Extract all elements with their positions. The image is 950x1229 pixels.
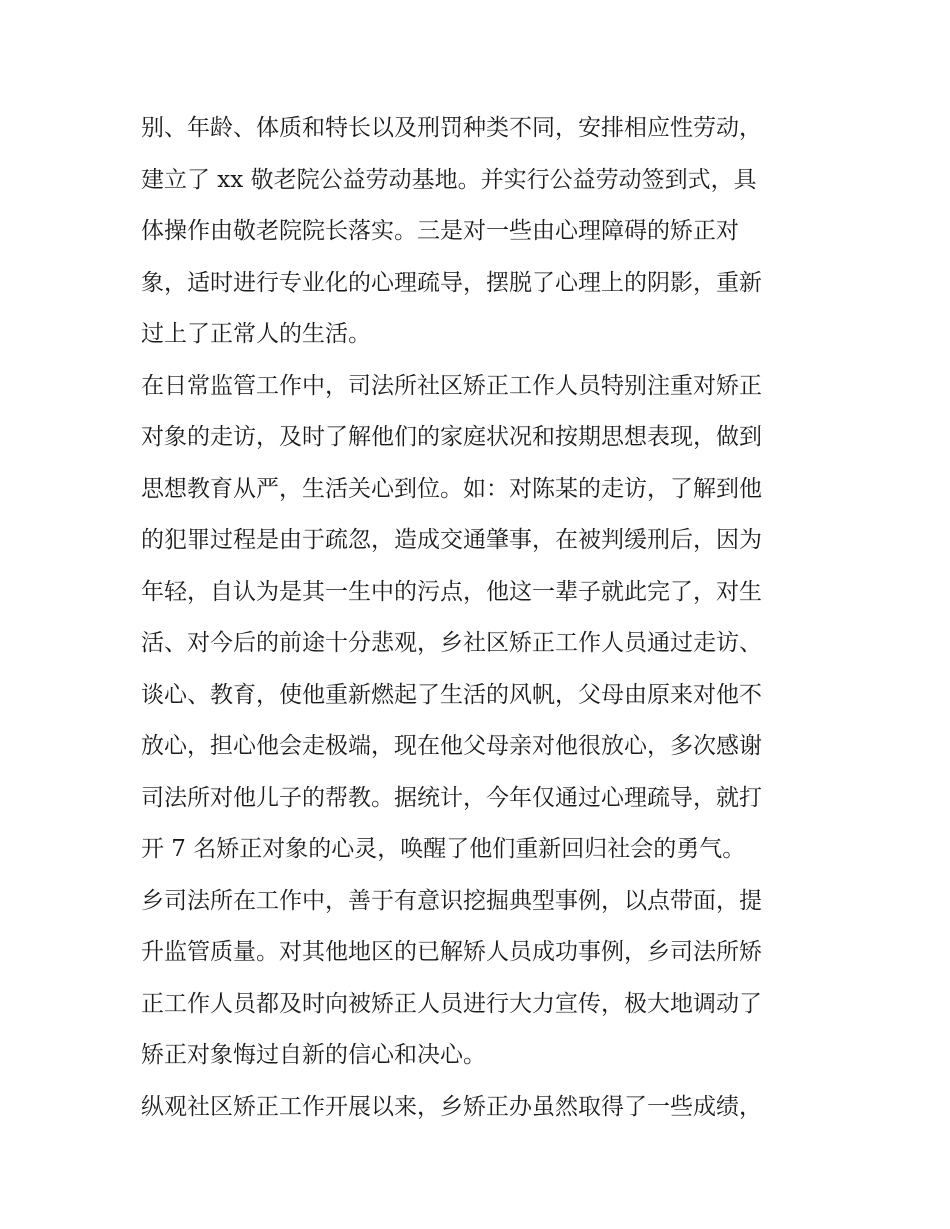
text-line: 谈心、教育，使他重新燃起了生活的风帆，父母由原来对他不 [141, 681, 762, 708]
text-line: 思想教育从严，生活关心到位。如：对陈某的走访，了解到他 [141, 475, 762, 502]
document-body [141, 103, 821, 1133]
text-line: 开 7 名矫正对象的心灵，唤醒了他们重新回归社会的勇气。 [141, 836, 746, 862]
text-line: 活、对今后的前途十分悲观，乡社区矫正工作人员通过走访、 [141, 630, 762, 656]
text-line: 年轻，自认为是其一生中的污点，他这一辈子就此完了，对生 [141, 578, 762, 605]
text-line: 升监管质量。对其他地区的已解矫人员成功事例，乡司法所矫 [141, 939, 762, 965]
text-line: 建立了 xx 敬老院公益劳动基地。并实行公益劳动签到式，具 [141, 166, 757, 193]
text-line: 体操作由敬老院院长落实。三是对一些由心理障碍的矫正对 [141, 218, 739, 244]
text-line: 司法所对他儿子的帮教。据统计，今年仅通过心理疏导，就打 [141, 784, 762, 811]
text-line: 的犯罪过程是由于疏忽，造成交通肇事，在被判缓刑后，因为 [141, 527, 762, 553]
paragraph-1 [141, 103, 821, 361]
text-line: 放心，担心他会走极端，现在他父母亲对他很放心，多次感谢 [141, 733, 762, 759]
text-line: 别、年龄、体质和特长以及刑罚种类不同，安排相应性劳动， [141, 115, 762, 141]
text-line: 正工作人员都及时向被矫正人员进行大力宣传，极大地调动了 [141, 990, 762, 1017]
text-line: 矫正对象悔过自新的信心和决心。 [141, 1042, 486, 1068]
paragraph-2 [141, 361, 821, 876]
text-line: 纵观社区矫正工作开展以来，乡矫正办虽然取得了一些成绩， [141, 1093, 762, 1120]
text-line: 象，适时进行专业化的心理疏导，摆脱了心理上的阴影，重新 [141, 269, 762, 296]
paragraph-4 [141, 1082, 821, 1134]
text-line: 在日常监管工作中，司法所社区矫正工作人员特别注重对矫正 [141, 372, 762, 399]
text-line: 乡司法所在工作中，善于有意识挖掘典型事例，以点带面，提 [141, 887, 762, 914]
paragraph-3 [141, 876, 821, 1082]
text-line: 对象的走访，及时了解他们的家庭状况和按期思想表现，做到 [141, 424, 762, 450]
text-line: 过上了正常人的生活。 [141, 321, 371, 347]
